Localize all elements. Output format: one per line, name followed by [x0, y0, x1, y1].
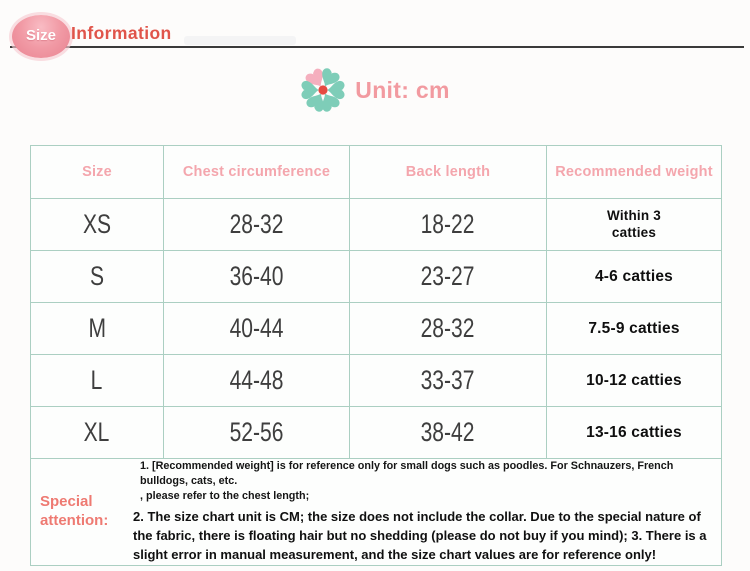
- table-row: [31, 355, 722, 407]
- header-divider: [10, 46, 744, 48]
- note-1-line: 1. [Recommended weight] is for reference only for small dogs such as poodles. For Schnauzers, French bulldogs, cats, etc.: [140, 460, 674, 488]
- table-header-row: [31, 146, 722, 199]
- back-value: 28-32: [421, 313, 475, 343]
- weight-value-line: catties: [611, 224, 657, 240]
- cell-chest: [164, 251, 350, 303]
- special-attention-label: Special attention:: [40, 493, 109, 529]
- cell-weight: [547, 251, 722, 303]
- cell-weight: [547, 303, 722, 355]
- note-1-line: , please refer to the chest length;: [140, 490, 310, 503]
- notes-section: [31, 459, 721, 565]
- back-value: 38-42: [421, 417, 475, 447]
- cell-weight: [547, 355, 722, 407]
- cell-back: [350, 251, 547, 303]
- back-value: 18-22: [421, 209, 475, 239]
- table-row: [31, 303, 722, 355]
- cell-back: [350, 407, 547, 459]
- size-value: L: [91, 365, 103, 395]
- cell-size: [31, 407, 164, 459]
- weight-value-line: 10-12 catties: [586, 371, 682, 389]
- cell-size: [31, 199, 164, 251]
- flower-center: [319, 85, 328, 94]
- table-row: [31, 199, 722, 251]
- note-1: [140, 459, 711, 504]
- chest-value: 28-32: [229, 209, 284, 239]
- unit-banner: [0, 68, 750, 112]
- size-value: XS: [82, 209, 112, 239]
- chest-value: 44-48: [229, 365, 284, 395]
- cell-back: [350, 199, 547, 251]
- cell-weight: [547, 407, 722, 459]
- notes-cell: [31, 459, 722, 566]
- cell-back: [350, 303, 547, 355]
- back-value: 33-37: [421, 365, 475, 395]
- table-row: [31, 407, 722, 459]
- cell-size: [31, 303, 164, 355]
- cell-chest: [164, 199, 350, 251]
- watermark-smudge: [184, 36, 296, 45]
- column-header-back: Back length: [350, 146, 547, 199]
- cell-chest: [164, 355, 350, 407]
- column-header-size: Size: [31, 146, 164, 199]
- size-value: XL: [84, 417, 110, 447]
- chest-value: 36-40: [229, 261, 284, 291]
- table-row: [31, 251, 722, 303]
- cell-size: [31, 251, 164, 303]
- weight-value-line: 4-6 catties: [594, 267, 674, 285]
- size-badge: [12, 15, 70, 58]
- cell-chest: [164, 303, 350, 355]
- column-header-weight: Recommended weight: [547, 146, 722, 199]
- notes-body: [133, 459, 721, 565]
- weight-value-line: 7.5-9 catties: [588, 319, 680, 337]
- size-value: M: [88, 313, 106, 343]
- weight-value-line: 13-16 catties: [586, 423, 682, 441]
- size-value: S: [89, 261, 105, 291]
- note-2: 2. The size chart unit is CM; the size does not include the collar. Due to the special nature of the fabric, there is floating hair but no shedding (please do not buy if you mind); 3. There is a slight error in manual measurement, and the size chart values are for reference only!: [133, 509, 707, 563]
- page-title: Information: [71, 23, 172, 43]
- cell-chest: [164, 407, 350, 459]
- size-chart-table: [30, 145, 722, 566]
- unit-label: Unit: cm: [355, 76, 450, 103]
- cell-weight: [547, 199, 722, 251]
- chest-value: 40-44: [229, 313, 284, 343]
- size-badge-label: Size: [25, 27, 56, 44]
- cell-size: [31, 355, 164, 407]
- chest-value: 52-56: [229, 417, 284, 447]
- flower-icon: [300, 68, 346, 112]
- back-value: 23-27: [421, 261, 475, 291]
- weight-value-line: Within 3: [607, 207, 661, 223]
- cell-back: [350, 355, 547, 407]
- notes-row: [31, 459, 722, 566]
- column-header-chest: Chest circumference: [164, 146, 350, 199]
